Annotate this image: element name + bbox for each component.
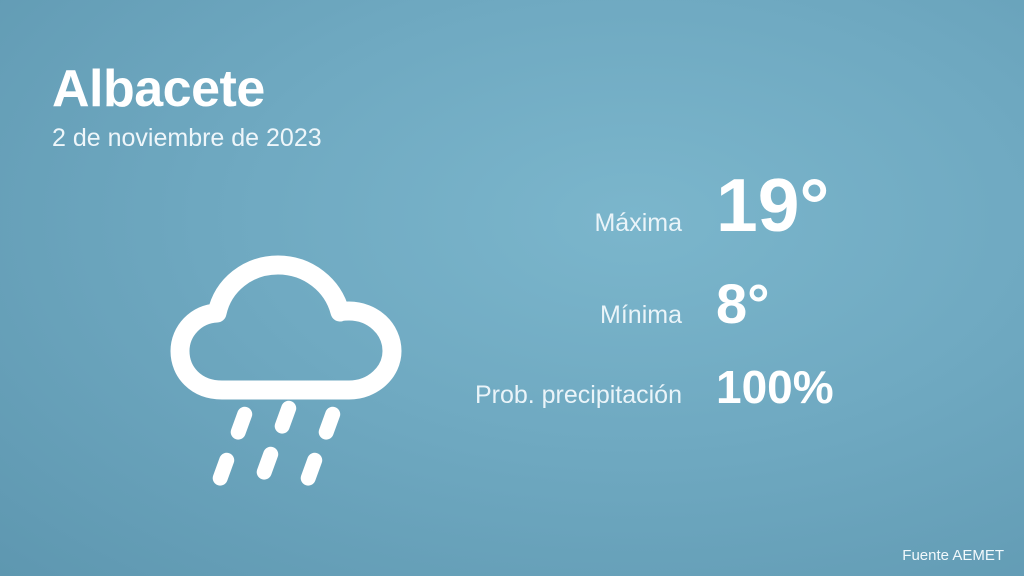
forecast-date: 2 de noviembre de 2023 [52, 123, 322, 152]
stat-label-min: Mínima [600, 301, 682, 330]
stats-list [406, 163, 906, 414]
stat-value-precipitation: 100% [716, 361, 834, 414]
stat-row-max [406, 163, 906, 247]
header [52, 62, 322, 153]
stat-value-min: 8° [716, 272, 770, 336]
source-credit: Fuente AEMET [902, 547, 1004, 564]
stat-row-precipitation [406, 361, 906, 414]
stat-label-precipitation: Prob. precipitación [474, 381, 682, 410]
stat-value-max: 19° [716, 163, 830, 247]
city-name: Albacete [52, 60, 265, 118]
stat-row-min [406, 272, 906, 336]
stat-label-max: Máxima [594, 209, 682, 237]
rain-cloud-icon [150, 230, 440, 490]
